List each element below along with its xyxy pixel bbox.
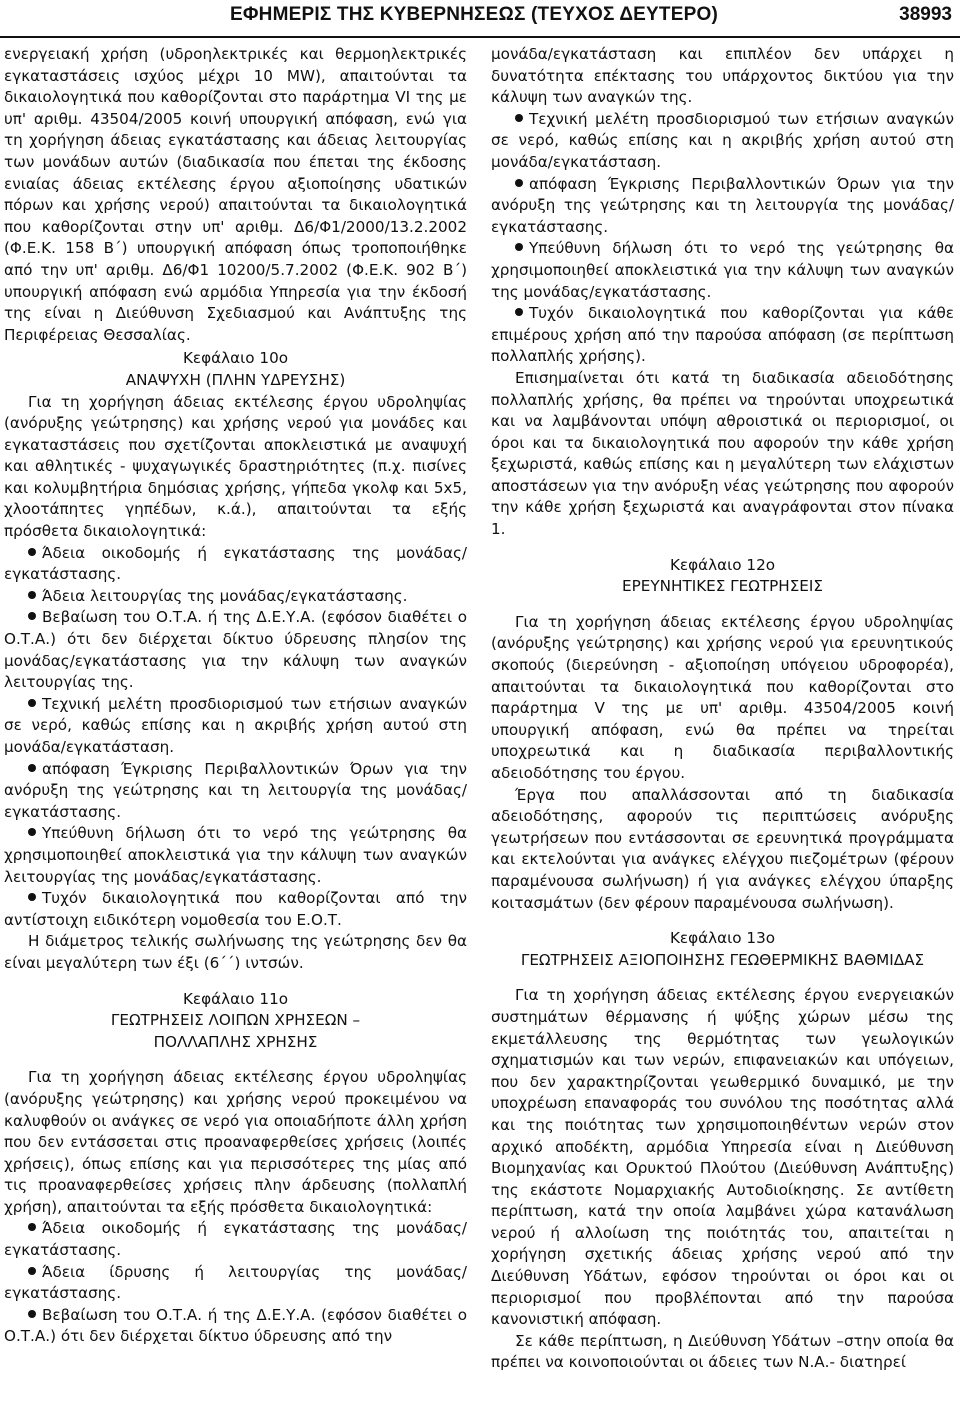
- list-item: [491, 303, 954, 368]
- list-item-text: απόφαση Έγκρισης Περιβαλλοντικών Όρων για την ανόρυξη της γεώτρησης και τη λειτουργία της μονάδας/εγκατάστασης.: [4, 759, 467, 821]
- list-item: [4, 694, 467, 759]
- paragraph: Για τη χορήγηση άδειας εκτέλεσης έργου υδροληψίας (ανόρυξης γεώτρησης) και χρήσης νερού προκειμένου να καλυφθούν οι ανάγκες σε νερό για οποιαδήποτε άλλη χρήση που δεν εντάσσεται στις προαναφερθείσες χρήσεις (λοιπές χρήσεις), όπως επίσης και για περισσότερες της μίας από τις προαναφερθείσες χρήσεις πλην άρδευσης (πολλαπλή χρήση), απαιτούνται τα εξής πρόσθετα δικαιολογητικά:: [4, 1068, 467, 1216]
- paragraph: Η διάμετρος τελικής σωλήνωσης της γεώτρησης δεν θα είναι μεγαλύτερη των έξι (6΄΄) ιντσών.: [4, 932, 467, 972]
- chapter-title: ΓΕΩΤΡΗΣΕΙΣ ΑΞΙΟΠΟΙΗΣΗΣ ΓΕΩΘΕΡΜΙΚΗΣ ΒΑΘΜΙΔΑΣ: [520, 950, 925, 969]
- spacer: [491, 914, 954, 928]
- list-item: [4, 586, 467, 608]
- bullet-icon: [28, 1267, 36, 1275]
- list-item-text: Άδεια λειτουργίας της μονάδας/εγκατάστασης.: [42, 586, 408, 605]
- list-item-text: Άδεια οικοδομής ή εγκατάστασης της μονάδας/εγκατάστασης.: [4, 543, 467, 584]
- paragraph: Σε κάθε περίπτωση, η Διεύθυνση Υδάτων –στην οποία θα πρέπει να κοινοποιούνται οι άδειες των Ν.Α.- διατηρεί: [491, 1331, 954, 1372]
- chapter-title: ΕΡΕΥΝΗΤΙΚΕΣ ΓΕΩΤΡΗΣΕΙΣ: [622, 577, 823, 596]
- list-item-text: Τεχνική μελέτη προσδιορισμού των ετήσιων αναγκών σε νερό, καθώς επίσης και η ακριβής χρήση αυτού στη μονάδα/εγκατάσταση.: [491, 109, 954, 171]
- list-item: [4, 543, 467, 586]
- chapter-label: Κεφάλαιο 11ο: [182, 989, 289, 1008]
- bullet-icon: [28, 591, 36, 599]
- bullet-icon: [28, 548, 36, 556]
- left-column: [4, 44, 467, 1420]
- list-item: [4, 1218, 467, 1261]
- bullet-icon: [515, 179, 523, 187]
- bullet-icon: [515, 243, 523, 251]
- bullet-icon: [515, 114, 523, 122]
- paragraph: Για τη χορήγηση άδειας εκτέλεσης έργου υδροληψίας (ανόρυξης γεώτρησης) και χρήσης νερού για μονάδες και εγκαταστάσεις που σχετίζονται αποκλειστικά με αναψυχή και αθλητικές - ψυχαγωγικές δραστηριότητες (π.χ. πισίνες και κολυμβητήρια δημόσιας χρήσης, γήπεδα γκολφ και 5x5, χλοοτάπητες γηπέδων, κ.ά.), απαιτούνται τα εξής πρόσθετα δικαιολογητικά:: [4, 392, 467, 541]
- list-item: [491, 109, 954, 174]
- list-item: [4, 823, 467, 888]
- paragraph: Για τη χορήγηση άδειας εκτέλεσης έργου υδροληψίας (ανόρυξης γεώτρησης) και χρήσης νερού για ερευνητικούς σκοπούς (διερεύνηση - αξιοποίηση υπόγειου υδροφορέα), απαιτούνται τα δικαιολογητικά που καθορίζονται στο παράρτημα V της με υπ' αριθμ. 43504/2005 κοινή υπουργική απόφαση, ενώ θα πρέπει να τηρείται υποχρεωτικά και η διαδικασία περιβαλλοντικής αδειοδότησης του έργου.: [491, 612, 954, 782]
- paragraph: Επισημαίνεται ότι κατά τη διαδικασία αδειοδότησης πολλαπλής χρήσης, θα πρέπει να τηρούνται υποχρεωτικά και να λαμβάνονται υπόψη αθροιστικά οι περιορισμοί, οι όροι και τα δικαιολογητικά που αφορούν την κάθε χρήση ξεχωριστά, καθώς επίσης και η μεγαλύτερη των ελάχιστων αποστάσεων για την ανόρυξη νέας γεώτρησης που αφορούν την κάθε χρήση ξεχωριστά και αναγράφονται στον πίνακα 1.: [491, 368, 954, 539]
- bullet-icon: [28, 1310, 36, 1318]
- list-item-text: Βεβαίωση του Ο.Τ.Α. ή της Δ.Ε.Υ.Α. (εφόσον διαθέτει ο Ο.Τ.Α.) ότι δεν διέρχεται δίκτυο ύδρευσης πλησίον της μονάδας/εγκατάστασης για την κάλυψη των αναγκών λειτουργίας της.: [4, 608, 467, 692]
- spacer: [491, 971, 954, 985]
- bullet-icon: [28, 893, 36, 901]
- paragraph: Για τη χορήγηση άδειας εκτέλεσης έργου ενεργειακών συστημάτων θέρμανσης ή ψύξης χώρων μέσω της εκμετάλλευσης της θερμότητας των γεωλογικών σχηματισμών και των νερών, επιφανειακών και υπόγειων, που δεν χαρακτηρίζονται γεωθερμικό δυναμικό, με την υποχρέωση επαναφοράς του συνόλου της ποσότητας αλλά και της ποιότητας των χρησιμοποιηθέντων νερών στον αρχικό αποδέκτη, αρμόδια Υπηρεσία είναι η Διεύθυνση Βιομηχανίας και Ορυκτού Πλούτου (Διεύθυνση Ανάπτυξης) της εκάστοτε Νομαρχιακής Αυτοδιοίκησης. Σε αντίθετη περίπτωση, κατά την οποία λαμβάνει χώρα κατανάλωση νερού ή αλλοίωση της ποιότητάς του, απαιτείται η χορήγηση σχετικής άδειας χρήσης νερού από την Διεύθυνση Υδάτων, εφόσον τηρούνται οι όροι και οι περιορισμοί που προβλέπονται από την παρούσα κανονιστική απόφαση.: [491, 986, 954, 1329]
- spacer: [491, 541, 954, 555]
- list-item-text: Βεβαίωση του Ο.Τ.Α. ή της Δ.Ε.Υ.Α. (εφόσον διαθέτει ο Ο.Τ.Α.) ότι δεν διέρχεται δίκτυο ύδρευσης από την: [4, 1305, 467, 1346]
- list-item: [491, 238, 954, 303]
- paragraph: Έργα που απαλλάσσονται από τη διαδικασία αδειοδότησης, αφορούν τις περιπτώσεις ανόρυξης γεωτρήσεων που εντάσσονται σε ερευνητικά προγράμματα και εκτελούνται για ανάγκες ελέγχου πιεζομέτρων (φέρουν παραμένουσα σωλήνωση) ή για ανάγκες ελέγχου ύπαρξης κοιτασμάτων (δεν φέρουν παραμένουσα σωλήνωση).: [491, 785, 954, 912]
- paragraph: ενεργειακή χρήση (υδροηλεκτρικές και θερμοηλεκτρικές εγκαταστάσεις ισχύος μέχρι 10 MW), απαιτούνται τα δικαιολογητικά που καθορίζονται στο παράρτημα VI της με υπ' αριθμ. 43504/2005 κοινή υπουργική απόφαση, ενώ για τη χορήγηση άδειας εγκατάστασης και άδειας λειτουργίας των μονάδων αυτών (διαδικασία που έπεται της έκδοσης ενιαίας άδειας εκτέλεσης έργου αξιοποίησης υδατικών πόρων και χρήσης νερού) απαιτούνται τα δικαιολογητικά που καθορίζονται στην υπ' αριθμ. Δ6/Φ1/2000/13.2.2002 (Φ.Ε.Κ. 158 Β΄) υπουργική απόφαση όπως τροποποιήθηκε από την υπ' αριθμ. Δ6/Φ1 10200/5.7.2002 (Φ.Ε.Κ. 902 Β΄) υπουργική απόφαση ενώ αρμόδια Υπηρεσία για την έκδοσή της είναι η Διεύθυνση Σχεδιασμού και Ανάπτυξης της Περιφέρειας Θεσσαλίας.: [4, 45, 467, 344]
- bullet-icon: [515, 308, 523, 316]
- publication-title: ΕΦΗΜΕΡΙΣ ΤΗΣ ΚΥΒΕΡΝΗΣΕΩΣ (ΤΕΥΧΟΣ ΔΕΥΤΕΡΟ): [230, 4, 718, 25]
- list-item-text: Τυχόν δικαιολογητικά που καθορίζονται από την αντίστοιχη ειδικότερη νομοθεσία του Ε.Ο.Τ.: [4, 889, 467, 929]
- list-item-text: Υπεύθυνη δήλωση ότι το νερό της γεώτρησης θα χρησιμοποιηθεί αποκλειστικά για την κάλυψη των αναγκών της μονάδας/εγκατάστασης.: [491, 239, 954, 301]
- list-item-text: Υπεύθυνη δήλωση ότι το νερό της γεώτρησης θα χρησιμοποιηθεί αποκλειστικά για την κάλυψη των αναγκών λειτουργίας της μονάδας/εγκατάστασης.: [4, 824, 467, 886]
- spacer: [4, 1053, 467, 1067]
- bullet-icon: [28, 764, 36, 772]
- chapter-title: ΑΝΑΨΥΧΗ (ΠΛΗΝ ΥΔΡΕΥΣΗΣ): [125, 370, 346, 389]
- spacer: [491, 598, 954, 612]
- spacer: [4, 975, 467, 989]
- chapter-label: Κεφάλαιο 10ο: [182, 349, 289, 368]
- bullet-icon: [28, 612, 36, 620]
- list-item: [4, 1262, 467, 1305]
- chapter-title: ΓΕΩΤΡΗΣΕΙΣ ΛΟΙΠΩΝ ΧΡΗΣΕΩΝ –: [110, 1011, 361, 1030]
- right-column: [491, 44, 954, 1420]
- list-item: [4, 759, 467, 824]
- list-item-text: Τυχόν δικαιολογητικά που καθορίζονται για κάθε επιμέρους χρήση από την παρούσα απόφαση (σε περίπτωση πολλαπλής χρήσης).: [491, 304, 954, 366]
- list-item: [4, 607, 467, 693]
- chapter-label: Κεφάλαιο 12ο: [669, 555, 776, 574]
- list-item: [4, 1305, 467, 1348]
- bullet-icon: [28, 828, 36, 836]
- list-item: [491, 174, 954, 239]
- list-item-text: Τεχνική μελέτη προσδιορισμού των ετήσιων αναγκών σε νερό, καθώς επίσης και η ακριβής χρήση αυτού στη μονάδα/εγκατάσταση.: [4, 694, 467, 756]
- list-item: [4, 888, 467, 931]
- chapter-label: Κεφάλαιο 13ο: [669, 929, 776, 948]
- page-header: [0, 0, 960, 38]
- page-number: 38993: [899, 4, 952, 25]
- bullet-icon: [28, 1223, 36, 1231]
- chapter-title: ΠΟΛΛΑΠΛΗΣ ΧΡΗΣΗΣ: [153, 1032, 318, 1051]
- list-item-text: Άδεια οικοδομής ή εγκατάστασης της μονάδας/εγκατάστασης.: [4, 1219, 467, 1260]
- bullet-icon: [28, 699, 36, 707]
- paragraph: μονάδα/εγκατάσταση και επιπλέον δεν υπάρχει η δυνατότητα επέκτασης του υπάρχοντος δικτύου για την κάλυψη των αναγκών της.: [491, 45, 954, 107]
- list-item-text: απόφαση Έγκρισης Περιβαλλοντικών Όρων για την ανόρυξη της γεώτρησης και τη λειτουργία της μονάδας/εγκατάστασης.: [491, 174, 954, 236]
- list-item-text: Άδεια ίδρυσης ή λειτουργίας της μονάδας/εγκατάστασης.: [4, 1262, 467, 1303]
